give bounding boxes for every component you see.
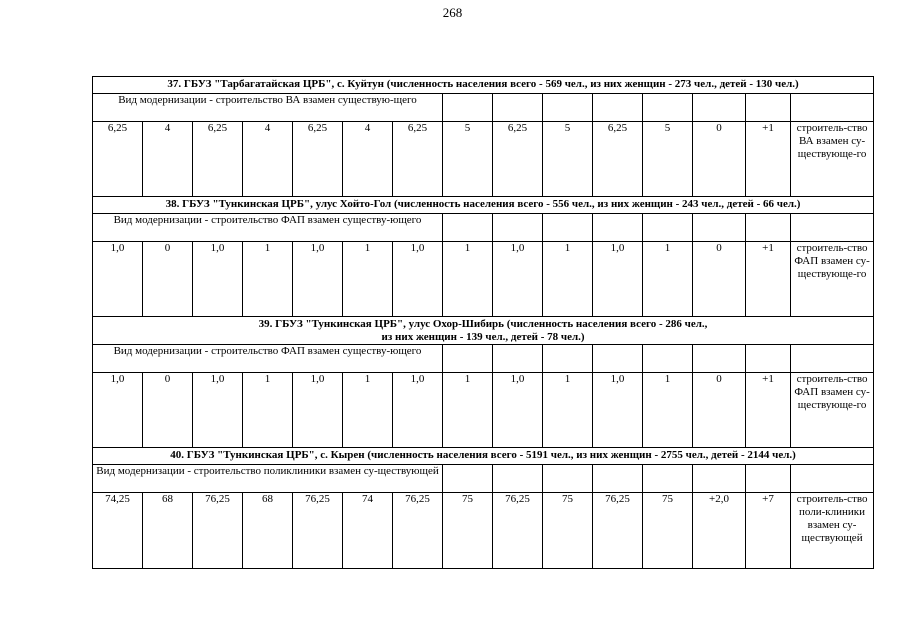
- value-cell: 75: [643, 493, 693, 569]
- empty-cell: [791, 94, 874, 122]
- empty-cell: [791, 465, 874, 493]
- section-header-line: 40. ГБУЗ "Тункинская ЦРБ", с. Кырен (численность населения всего - 5191 чел., из них женщин - 2755 чел., детей - 2144 чел.): [170, 449, 796, 461]
- empty-cell: [543, 94, 593, 122]
- value-cell: 75: [543, 493, 593, 569]
- empty-cell: [693, 214, 746, 242]
- empty-cell: [693, 345, 746, 373]
- value-cell: 5: [543, 122, 593, 197]
- value-cell: 6,25: [593, 122, 643, 197]
- value-cell: 1,0: [93, 242, 143, 317]
- values-row: [93, 373, 874, 448]
- value-cell: 6,25: [493, 122, 543, 197]
- value-cell: 1,0: [193, 373, 243, 448]
- section-header-row: [93, 448, 874, 465]
- empty-cell: [693, 94, 746, 122]
- empty-cell: [493, 465, 543, 493]
- value-cell: 1: [443, 242, 493, 317]
- value-cell: 1,0: [593, 242, 643, 317]
- value-cell: 68: [243, 493, 293, 569]
- value-cell: 4: [143, 122, 193, 197]
- modernization-type: Вид модернизации - строительство поликлиники взамен су-ществующей: [93, 465, 443, 493]
- modernization-type: Вид модернизации - строительство ФАП взамен существу-ющего: [93, 345, 443, 373]
- value-cell: 0: [693, 373, 746, 448]
- value-cell: 74: [343, 493, 393, 569]
- empty-cell: [791, 345, 874, 373]
- modernization-type: Вид модернизации - строительство ВА взамен существую-щего: [93, 94, 443, 122]
- empty-cell: [443, 214, 493, 242]
- description-cell: строитель-ство поли-клиники взамен су-ществующей: [791, 493, 874, 569]
- value-cell: 1,0: [393, 242, 443, 317]
- value-cell: 0: [143, 373, 193, 448]
- empty-cell: [643, 345, 693, 373]
- value-cell: +2,0: [693, 493, 746, 569]
- empty-cell: [443, 465, 493, 493]
- value-cell: 76,25: [593, 493, 643, 569]
- value-cell: 1,0: [193, 242, 243, 317]
- value-cell: 76,25: [493, 493, 543, 569]
- empty-cell: [643, 214, 693, 242]
- value-cell: 68: [143, 493, 193, 569]
- value-cell: 1,0: [93, 373, 143, 448]
- values-row: [93, 493, 874, 569]
- section-header: [93, 197, 874, 214]
- modernization-table: [92, 76, 874, 569]
- empty-cell: [443, 345, 493, 373]
- section-header-line: 38. ГБУЗ "Тункинская ЦРБ", улус Хойто-Гол (численность населения всего - 556 чел., из них женщин - 243 чел., детей - 66 чел.): [165, 198, 801, 210]
- value-cell: 1: [343, 242, 393, 317]
- empty-cell: [543, 465, 593, 493]
- value-cell: 6,25: [393, 122, 443, 197]
- value-cell: 4: [243, 122, 293, 197]
- value-cell: 6,25: [293, 122, 343, 197]
- section-header: [93, 448, 874, 465]
- value-cell: +1: [746, 373, 791, 448]
- section-header: [93, 77, 874, 94]
- value-cell: +1: [746, 122, 791, 197]
- value-cell: 1: [443, 373, 493, 448]
- value-cell: 1: [243, 242, 293, 317]
- empty-cell: [746, 214, 791, 242]
- empty-cell: [791, 214, 874, 242]
- value-cell: 76,25: [193, 493, 243, 569]
- empty-cell: [593, 214, 643, 242]
- modernization-row: [93, 214, 874, 242]
- values-row: [93, 242, 874, 317]
- value-cell: 0: [693, 242, 746, 317]
- empty-cell: [593, 94, 643, 122]
- section-header-row: [93, 317, 874, 345]
- value-cell: 0: [143, 242, 193, 317]
- value-cell: 6,25: [93, 122, 143, 197]
- value-cell: 76,25: [293, 493, 343, 569]
- value-cell: 1: [643, 373, 693, 448]
- empty-cell: [643, 94, 693, 122]
- value-cell: 1,0: [593, 373, 643, 448]
- empty-cell: [746, 465, 791, 493]
- value-cell: +7: [746, 493, 791, 569]
- empty-cell: [543, 214, 593, 242]
- value-cell: 1: [343, 373, 393, 448]
- empty-cell: [493, 345, 543, 373]
- empty-cell: [746, 345, 791, 373]
- value-cell: 5: [443, 122, 493, 197]
- value-cell: 75: [443, 493, 493, 569]
- empty-cell: [593, 465, 643, 493]
- value-cell: 5: [643, 122, 693, 197]
- description-cell: строитель-ство ВА взамен су-ществующе-го: [791, 122, 874, 197]
- value-cell: 1: [543, 242, 593, 317]
- description-cell: строитель-ство ФАП взамен су-ществующе-го: [791, 373, 874, 448]
- modernization-row: [93, 345, 874, 373]
- values-row: [93, 122, 874, 197]
- modernization-row: [93, 465, 874, 493]
- value-cell: 1,0: [493, 242, 543, 317]
- value-cell: 1: [243, 373, 293, 448]
- section-header-row: [93, 197, 874, 214]
- description-cell: строитель-ство ФАП взамен су-ществующе-го: [791, 242, 874, 317]
- value-cell: 1: [643, 242, 693, 317]
- empty-cell: [543, 345, 593, 373]
- value-cell: 1,0: [293, 373, 343, 448]
- modernization-row: [93, 94, 874, 122]
- empty-cell: [493, 214, 543, 242]
- value-cell: 74,25: [93, 493, 143, 569]
- empty-cell: [493, 94, 543, 122]
- value-cell: 1,0: [293, 242, 343, 317]
- section-header-row: [93, 77, 874, 94]
- section-header-line: 37. ГБУЗ "Тарбагатайская ЦРБ", с. Куйтун (численность населения всего - 569 чел., из них женщин - 273 чел., детей - 130 чел.): [167, 78, 799, 90]
- empty-cell: [593, 345, 643, 373]
- value-cell: 0: [693, 122, 746, 197]
- empty-cell: [746, 94, 791, 122]
- empty-cell: [443, 94, 493, 122]
- empty-cell: [643, 465, 693, 493]
- value-cell: +1: [746, 242, 791, 317]
- value-cell: 6,25: [193, 122, 243, 197]
- value-cell: 76,25: [393, 493, 443, 569]
- page-number: 268: [442, 5, 463, 20]
- value-cell: 1,0: [393, 373, 443, 448]
- value-cell: 1: [543, 373, 593, 448]
- modernization-type: Вид модернизации - строительство ФАП взамен существу-ющего: [93, 214, 443, 242]
- section-header: [93, 317, 874, 345]
- empty-cell: [693, 465, 746, 493]
- value-cell: 1,0: [493, 373, 543, 448]
- value-cell: 4: [343, 122, 393, 197]
- section-header-line-2: из них женщин - 139 чел., детей - 78 чел.): [381, 331, 585, 343]
- section-header-line: 39. ГБУЗ "Тункинская ЦРБ", улус Охор-Шибирь (численность населения всего - 286 чел.,: [258, 318, 708, 330]
